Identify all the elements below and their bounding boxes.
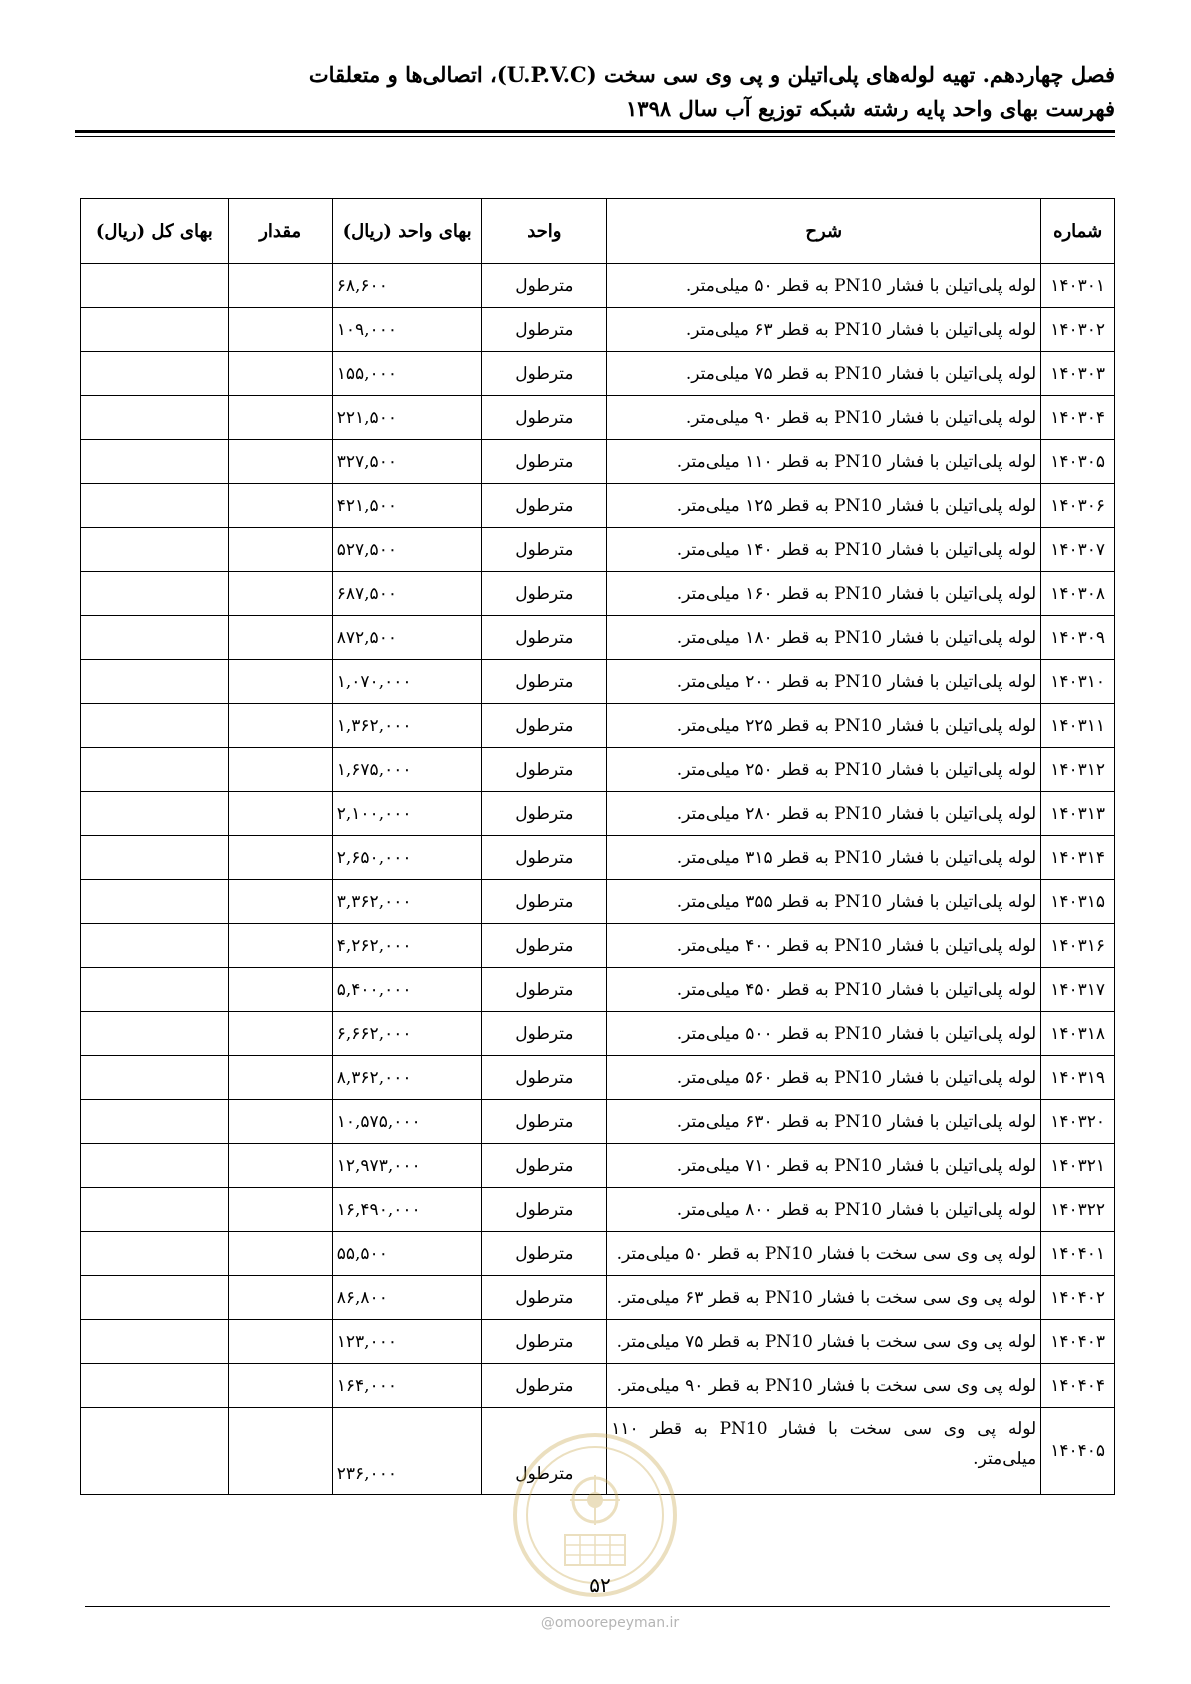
row-unit: مترطول <box>482 528 607 572</box>
row-unit: مترطول <box>482 1320 607 1364</box>
row-quantity <box>228 1232 332 1276</box>
row-description: لوله پی وی سی سخت با فشار PN10 به قطر ۶۳ میلی‌متر. <box>607 1276 1041 1320</box>
row-description: لوله پلی‌اتیلن با فشار PN10 به قطر ۵۰۰ میلی‌متر. <box>607 1012 1041 1056</box>
row-unit: مترطول <box>482 1408 607 1495</box>
row-quantity <box>228 748 332 792</box>
row-unit: مترطول <box>482 264 607 308</box>
row-quantity <box>228 264 332 308</box>
row-unit-price: ۵۲۷,۵۰۰ <box>332 528 482 572</box>
row-unit: مترطول <box>482 1232 607 1276</box>
row-code: ۱۴۰۳۲۲ <box>1041 1188 1115 1232</box>
row-unit-price: ۴۲۱,۵۰۰ <box>332 484 482 528</box>
row-unit-price: ۱,۶۷۵,۰۰۰ <box>332 748 482 792</box>
header-unit-price: بهای واحد (ریال) <box>332 199 482 264</box>
row-total-price <box>81 1188 229 1232</box>
row-total-price <box>81 1144 229 1188</box>
row-total-price <box>81 704 229 748</box>
row-code: ۱۴۰۳۰۲ <box>1041 308 1115 352</box>
header-description: شرح <box>607 199 1041 264</box>
row-code: ۱۴۰۳۱۸ <box>1041 1012 1115 1056</box>
row-description: لوله پلی‌اتیلن با فشار PN10 به قطر ۴۰۰ میلی‌متر. <box>607 924 1041 968</box>
table-row <box>81 396 1115 440</box>
table-row <box>81 660 1115 704</box>
row-unit: مترطول <box>482 660 607 704</box>
row-unit-price: ۵۵,۵۰۰ <box>332 1232 482 1276</box>
row-unit: مترطول <box>482 352 607 396</box>
row-code: ۱۴۰۳۲۱ <box>1041 1144 1115 1188</box>
table-header-row <box>81 199 1115 264</box>
row-unit: مترطول <box>482 792 607 836</box>
row-description: لوله پلی‌اتیلن با فشار PN10 به قطر ۲۰۰ میلی‌متر. <box>607 660 1041 704</box>
table-row <box>81 880 1115 924</box>
row-code: ۱۴۰۴۰۱ <box>1041 1232 1115 1276</box>
row-code: ۱۴۰۳۰۸ <box>1041 572 1115 616</box>
row-total-price <box>81 484 229 528</box>
row-unit-price: ۱,۳۶۲,۰۰۰ <box>332 704 482 748</box>
row-quantity <box>228 572 332 616</box>
header-quantity: مقدار <box>228 199 332 264</box>
table-row <box>81 924 1115 968</box>
row-unit: مترطول <box>482 924 607 968</box>
table-row <box>81 264 1115 308</box>
row-total-price <box>81 1012 229 1056</box>
row-description: لوله پلی‌اتیلن با فشار PN10 به قطر ۱۱۰ میلی‌متر. <box>607 440 1041 484</box>
row-code: ۱۴۰۳۰۳ <box>1041 352 1115 396</box>
row-unit-price: ۸۷۲,۵۰۰ <box>332 616 482 660</box>
row-code: ۱۴۰۳۱۹ <box>1041 1056 1115 1100</box>
row-unit: مترطول <box>482 308 607 352</box>
row-quantity <box>228 1188 332 1232</box>
row-unit-price: ۴,۲۶۲,۰۰۰ <box>332 924 482 968</box>
row-unit-price: ۱۰,۵۷۵,۰۰۰ <box>332 1100 482 1144</box>
row-total-price <box>81 1276 229 1320</box>
row-quantity <box>228 1364 332 1408</box>
footer-rule <box>85 1606 1110 1607</box>
page-header <box>65 58 1115 126</box>
table-row <box>81 528 1115 572</box>
row-code: ۱۴۰۳۱۵ <box>1041 880 1115 924</box>
row-code: ۱۴۰۳۲۰ <box>1041 1100 1115 1144</box>
row-description: لوله پلی‌اتیلن با فشار PN10 به قطر ۱۸۰ میلی‌متر. <box>607 616 1041 660</box>
row-quantity <box>228 616 332 660</box>
row-code: ۱۴۰۳۰۵ <box>1041 440 1115 484</box>
header-rule-thin <box>75 136 1115 137</box>
row-unit: مترطول <box>482 704 607 748</box>
row-unit: مترطول <box>482 440 607 484</box>
row-description: لوله پلی‌اتیلن با فشار PN10 به قطر ۲۸۰ میلی‌متر. <box>607 792 1041 836</box>
row-total-price <box>81 616 229 660</box>
row-code: ۱۴۰۴۰۲ <box>1041 1276 1115 1320</box>
row-description: لوله پلی‌اتیلن با فشار PN10 به قطر ۹۰ میلی‌متر. <box>607 396 1041 440</box>
row-quantity <box>228 880 332 924</box>
row-unit-price: ۲۲۱,۵۰۰ <box>332 396 482 440</box>
row-quantity <box>228 440 332 484</box>
row-total-price <box>81 308 229 352</box>
row-code: ۱۴۰۳۱۰ <box>1041 660 1115 704</box>
table-row <box>81 836 1115 880</box>
table-row <box>81 616 1115 660</box>
row-description: لوله پلی‌اتیلن با فشار PN10 به قطر ۱۶۰ میلی‌متر. <box>607 572 1041 616</box>
row-unit: مترطول <box>482 572 607 616</box>
row-unit: مترطول <box>482 968 607 1012</box>
row-description: لوله پلی‌اتیلن با فشار PN10 به قطر ۶۳۰ میلی‌متر. <box>607 1100 1041 1144</box>
row-quantity <box>228 660 332 704</box>
row-total-price <box>81 880 229 924</box>
row-unit: مترطول <box>482 1364 607 1408</box>
row-quantity <box>228 484 332 528</box>
row-total-price <box>81 572 229 616</box>
row-total-price <box>81 1408 229 1495</box>
table-row <box>81 440 1115 484</box>
row-quantity <box>228 968 332 1012</box>
table-row <box>81 484 1115 528</box>
table-row <box>81 1100 1115 1144</box>
row-total-price <box>81 352 229 396</box>
row-total-price <box>81 1100 229 1144</box>
row-unit-price: ۲,۶۵۰,۰۰۰ <box>332 836 482 880</box>
row-code: ۱۴۰۳۱۲ <box>1041 748 1115 792</box>
header-code: شماره <box>1041 199 1115 264</box>
row-unit: مترطول <box>482 484 607 528</box>
row-unit-price: ۳۲۷,۵۰۰ <box>332 440 482 484</box>
table-row <box>81 1364 1115 1408</box>
row-total-price <box>81 264 229 308</box>
row-total-price <box>81 528 229 572</box>
row-description: لوله پلی‌اتیلن با فشار PN10 به قطر ۲۲۵ میلی‌متر. <box>607 704 1041 748</box>
chapter-title: فصل چهاردهم. تهیه لوله‌های پلی‌اتیلن و پی وی سی سخت (U.P.V.C)، اتصالی‌ها و متعلقات <box>308 62 1115 87</box>
price-list-title: فهرست بهای واحد پایه رشته شبکه توزیع آب سال ۱۳۹۸ <box>626 96 1115 121</box>
row-quantity <box>228 1408 332 1495</box>
row-unit-price: ۱۲۳,۰۰۰ <box>332 1320 482 1364</box>
row-quantity <box>228 1056 332 1100</box>
row-unit-price: ۱۲,۹۷۳,۰۰۰ <box>332 1144 482 1188</box>
table-row <box>81 352 1115 396</box>
row-unit: مترطول <box>482 748 607 792</box>
row-unit-price: ۳,۳۶۲,۰۰۰ <box>332 880 482 924</box>
row-quantity <box>228 1320 332 1364</box>
row-code: ۱۴۰۳۰۴ <box>1041 396 1115 440</box>
row-quantity <box>228 1276 332 1320</box>
row-code: ۱۴۰۳۱۷ <box>1041 968 1115 1012</box>
row-unit: مترطول <box>482 396 607 440</box>
row-code: ۱۴۰۳۰۷ <box>1041 528 1115 572</box>
row-description: لوله پلی‌اتیلن با فشار PN10 به قطر ۷۱۰ میلی‌متر. <box>607 1144 1041 1188</box>
row-quantity <box>228 1100 332 1144</box>
row-description: لوله پلی‌اتیلن با فشار PN10 به قطر ۴۵۰ میلی‌متر. <box>607 968 1041 1012</box>
header-total-price: بهای کل (ریال) <box>81 199 229 264</box>
table-row <box>81 572 1115 616</box>
table-row <box>81 1320 1115 1364</box>
row-unit: مترطول <box>482 836 607 880</box>
row-unit-price: ۶۸۷,۵۰۰ <box>332 572 482 616</box>
row-total-price <box>81 1320 229 1364</box>
row-description: لوله پلی‌اتیلن با فشار PN10 به قطر ۳۱۵ میلی‌متر. <box>607 836 1041 880</box>
row-description: لوله پلی‌اتیلن با فشار PN10 به قطر ۵۶۰ میلی‌متر. <box>607 1056 1041 1100</box>
row-unit-price: ۱۰۹,۰۰۰ <box>332 308 482 352</box>
row-unit: مترطول <box>482 1276 607 1320</box>
header-rule-thick <box>75 130 1115 133</box>
row-unit-price: ۱۵۵,۰۰۰ <box>332 352 482 396</box>
row-total-price <box>81 836 229 880</box>
row-total-price <box>81 396 229 440</box>
price-table <box>80 198 1115 1495</box>
row-description: لوله پی وی سی سخت با فشار PN10 به قطر ۵۰ میلی‌متر. <box>607 1232 1041 1276</box>
row-unit-price: ۲۳۶,۰۰۰ <box>332 1408 482 1495</box>
row-total-price <box>81 748 229 792</box>
row-code: ۱۴۰۳۰۹ <box>1041 616 1115 660</box>
row-unit-price: ۱۶۴,۰۰۰ <box>332 1364 482 1408</box>
row-unit-price: ۶۸,۶۰۰ <box>332 264 482 308</box>
table-row <box>81 1232 1115 1276</box>
row-description: لوله پلی‌اتیلن با فشار PN10 به قطر ۷۵ میلی‌متر. <box>607 352 1041 396</box>
row-unit: مترطول <box>482 1056 607 1100</box>
row-quantity <box>228 924 332 968</box>
row-total-price <box>81 1056 229 1100</box>
row-total-price <box>81 792 229 836</box>
row-code: ۱۴۰۴۰۵ <box>1041 1408 1115 1495</box>
row-description: لوله پلی‌اتیلن با فشار PN10 به قطر ۱۲۵ میلی‌متر. <box>607 484 1041 528</box>
row-description: لوله پلی‌اتیلن با فشار PN10 به قطر ۸۰۰ میلی‌متر. <box>607 1188 1041 1232</box>
row-code: ۱۴۰۴۰۴ <box>1041 1364 1115 1408</box>
row-quantity <box>228 1012 332 1056</box>
row-unit: مترطول <box>482 616 607 660</box>
table-row <box>81 1276 1115 1320</box>
row-description: لوله پی وی سی سخت با فشار PN10 به قطر ۱۱۰ میلی‌متر. <box>607 1408 1041 1495</box>
row-unit-price: ۱,۰۷۰,۰۰۰ <box>332 660 482 704</box>
table-row <box>81 1144 1115 1188</box>
row-description: لوله پلی‌اتیلن با فشار PN10 به قطر ۱۴۰ میلی‌متر. <box>607 528 1041 572</box>
row-description: لوله پی وی سی سخت با فشار PN10 به قطر ۷۵ میلی‌متر. <box>607 1320 1041 1364</box>
row-unit-price: ۸,۳۶۲,۰۰۰ <box>332 1056 482 1100</box>
row-unit: مترطول <box>482 880 607 924</box>
row-description: لوله پی وی سی سخت با فشار PN10 به قطر ۹۰ میلی‌متر. <box>607 1364 1041 1408</box>
table-row <box>81 1056 1115 1100</box>
page-number: ۵۲ <box>589 1573 611 1597</box>
row-unit: مترطول <box>482 1188 607 1232</box>
row-unit-price: ۲,۱۰۰,۰۰۰ <box>332 792 482 836</box>
table-row <box>81 968 1115 1012</box>
row-unit-price: ۸۶,۸۰۰ <box>332 1276 482 1320</box>
row-code: ۱۴۰۴۰۳ <box>1041 1320 1115 1364</box>
row-unit: مترطول <box>482 1144 607 1188</box>
row-code: ۱۴۰۳۰۱ <box>1041 264 1115 308</box>
table-row <box>81 704 1115 748</box>
row-total-price <box>81 440 229 484</box>
row-code: ۱۴۰۳۱۴ <box>1041 836 1115 880</box>
row-unit-price: ۵,۴۰۰,۰۰۰ <box>332 968 482 1012</box>
row-quantity <box>228 528 332 572</box>
table-row <box>81 792 1115 836</box>
row-description: لوله پلی‌اتیلن با فشار PN10 به قطر ۳۵۵ میلی‌متر. <box>607 880 1041 924</box>
row-unit-price: ۱۶,۴۹۰,۰۰۰ <box>332 1188 482 1232</box>
table-row <box>81 308 1115 352</box>
table-row <box>81 1012 1115 1056</box>
row-total-price <box>81 924 229 968</box>
row-quantity <box>228 792 332 836</box>
header-unit: واحد <box>482 199 607 264</box>
row-quantity <box>228 836 332 880</box>
row-quantity <box>228 352 332 396</box>
row-code: ۱۴۰۳۱۶ <box>1041 924 1115 968</box>
row-total-price <box>81 1364 229 1408</box>
row-code: ۱۴۰۳۰۶ <box>1041 484 1115 528</box>
row-code: ۱۴۰۳۱۱ <box>1041 704 1115 748</box>
row-quantity <box>228 704 332 748</box>
row-unit: مترطول <box>482 1100 607 1144</box>
row-total-price <box>81 1232 229 1276</box>
row-description: لوله پلی‌اتیلن با فشار PN10 به قطر ۶۳ میلی‌متر. <box>607 308 1041 352</box>
row-code: ۱۴۰۳۱۳ <box>1041 792 1115 836</box>
table-row <box>81 1188 1115 1232</box>
row-unit-price: ۶,۶۶۲,۰۰۰ <box>332 1012 482 1056</box>
row-total-price <box>81 968 229 1012</box>
row-quantity <box>228 308 332 352</box>
row-total-price <box>81 660 229 704</box>
watermark-url: @omoorepeyman.ir <box>540 1615 680 1631</box>
table-row <box>81 748 1115 792</box>
row-description: لوله پلی‌اتیلن با فشار PN10 به قطر ۲۵۰ میلی‌متر. <box>607 748 1041 792</box>
row-description: لوله پلی‌اتیلن با فشار PN10 به قطر ۵۰ میلی‌متر. <box>607 264 1041 308</box>
row-quantity <box>228 396 332 440</box>
row-unit: مترطول <box>482 1012 607 1056</box>
row-quantity <box>228 1144 332 1188</box>
